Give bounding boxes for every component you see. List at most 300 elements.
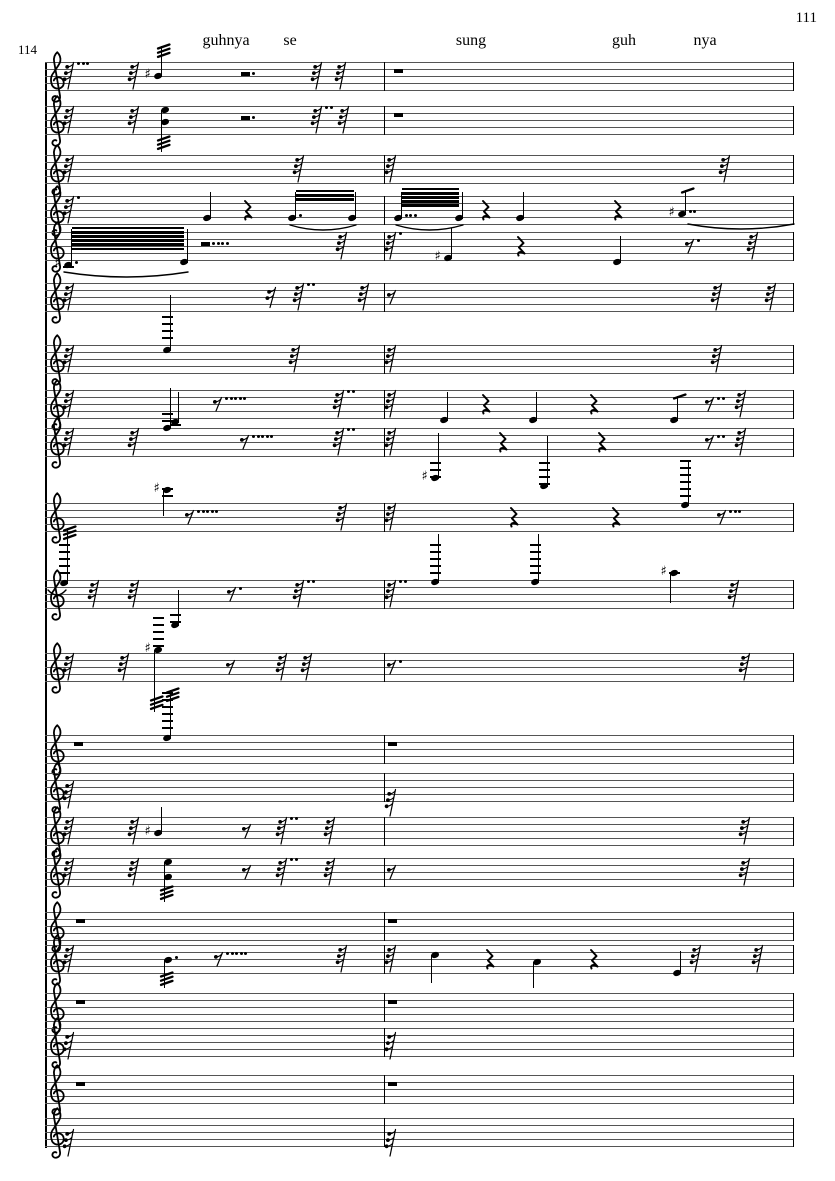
augmentation-dot — [290, 858, 293, 861]
staff-line — [45, 912, 794, 913]
note-stem — [620, 236, 621, 263]
staff-line — [45, 1132, 794, 1133]
note-flags — [149, 695, 165, 714]
tremolo-beam — [72, 248, 184, 250]
rest-quarter — [497, 432, 509, 452]
final-barline — [793, 817, 794, 846]
final-barline — [793, 653, 794, 682]
rest-32nd — [710, 344, 727, 374]
rest-32nd — [127, 857, 144, 887]
rest-32nd — [127, 427, 144, 457]
tremolo-beam — [72, 231, 184, 233]
note-stem — [688, 460, 689, 506]
note-flags — [62, 525, 78, 544]
rest-8th — [384, 864, 401, 881]
augmentation-dot — [234, 397, 237, 400]
staff-2 — [0, 106, 835, 135]
staff-line — [45, 763, 794, 764]
staff-line — [45, 169, 794, 170]
rest-half — [241, 72, 250, 76]
lyric-syllable: se — [283, 32, 297, 49]
staff-line — [45, 90, 794, 91]
staff-5 — [0, 232, 835, 271]
staff-line — [45, 845, 794, 846]
staff-line — [45, 183, 794, 184]
ledger-line — [153, 624, 164, 625]
staff-line — [45, 773, 794, 774]
staff-line — [45, 735, 794, 736]
tremolo-beam — [402, 188, 459, 190]
staff-13 — [0, 735, 835, 764]
staff-line — [45, 366, 794, 367]
rest-32nd — [734, 389, 751, 419]
staff-line — [45, 794, 794, 795]
lyric-syllable: guhnya — [202, 32, 250, 49]
final-barline — [793, 503, 794, 532]
augmentation-dot — [738, 510, 741, 513]
rest-32nd — [288, 344, 305, 374]
staff-line — [45, 449, 794, 450]
staff-line — [45, 510, 794, 511]
ledger-line — [153, 631, 164, 632]
staff-7 — [0, 345, 835, 374]
augmentation-dot — [243, 397, 246, 400]
staff-line — [45, 162, 794, 163]
rest-32nd — [310, 61, 327, 91]
augmentation-dot — [225, 397, 228, 400]
staff-line — [45, 993, 794, 994]
rest-32nd — [275, 816, 292, 846]
staff-14 — [0, 773, 835, 802]
rest-quarter — [588, 394, 600, 414]
staff-line — [45, 865, 794, 866]
note-flags — [159, 971, 175, 990]
augmentation-dot — [235, 952, 238, 955]
staff-line — [45, 756, 794, 757]
staff-19 — [0, 993, 835, 1022]
final-barline — [793, 345, 794, 374]
staff-line — [45, 517, 794, 518]
rest-32nd — [62, 105, 79, 135]
staff-line — [45, 297, 794, 298]
rest-32nd — [384, 1031, 401, 1061]
note-stem — [538, 534, 539, 583]
rest-32nd — [727, 579, 744, 609]
augmentation-dot — [240, 952, 243, 955]
augmentation-dot — [175, 956, 178, 959]
staff-22 — [0, 1118, 835, 1147]
tremolo-beam — [296, 190, 354, 192]
rest-8th — [384, 289, 401, 306]
staff-line — [45, 127, 794, 128]
augmentation-dot — [231, 952, 234, 955]
staff-line — [45, 418, 794, 419]
rest-whole — [388, 1000, 397, 1004]
rest-32nd — [87, 579, 104, 609]
rest-32nd — [384, 344, 401, 374]
final-barline — [793, 196, 794, 225]
rest-quarter — [484, 949, 496, 969]
note-flags — [165, 687, 181, 706]
lyric-syllable: sung — [455, 32, 487, 49]
rest-32nd — [384, 231, 401, 261]
rest-32nd — [62, 61, 79, 91]
final-barline — [793, 1028, 794, 1057]
augmentation-dot — [414, 214, 417, 217]
rest-quarter — [612, 200, 624, 220]
sharp-accidental: ♯ — [421, 468, 428, 484]
staff-line — [45, 283, 794, 284]
rest-32nd — [62, 1031, 79, 1061]
final-barline — [793, 283, 794, 312]
rest-whole — [394, 113, 403, 117]
rest-32nd — [62, 154, 79, 184]
staff-6 — [0, 283, 835, 312]
rest-whole — [74, 742, 83, 746]
rest-32nd — [718, 154, 735, 184]
rest-32nd — [323, 816, 340, 846]
slur — [46, 588, 68, 602]
staff-line — [45, 780, 794, 781]
measure-barline — [384, 735, 385, 764]
page-number: 111 — [795, 10, 817, 26]
note-flags — [156, 43, 172, 62]
augmentation-dot — [257, 435, 260, 438]
lyric-syllable: nya — [693, 32, 717, 49]
rest-32nd — [746, 231, 763, 261]
augmentation-dot — [295, 817, 298, 820]
staff-line — [45, 940, 794, 941]
staff-line — [45, 260, 794, 261]
rest-quarter — [242, 200, 254, 220]
slur — [62, 270, 190, 284]
staff-line — [45, 858, 794, 859]
measure-barline — [384, 1075, 385, 1104]
staff-line — [45, 1125, 794, 1126]
sharp-accidental: ♯ — [144, 66, 151, 82]
note-stem — [431, 955, 432, 983]
augmentation-dot — [299, 214, 302, 217]
lyric-syllable: guh — [612, 32, 636, 49]
augmentation-dot — [239, 587, 242, 590]
augmentation-dot — [75, 261, 78, 264]
staff-line — [45, 435, 794, 436]
note-stem — [451, 228, 452, 259]
note-stem — [447, 392, 448, 421]
rest-quarter — [515, 236, 527, 256]
note-flags — [680, 187, 696, 197]
rest-half — [201, 242, 210, 246]
staff-line — [45, 801, 794, 802]
staff-line — [45, 817, 794, 818]
rest-quarter — [588, 949, 600, 969]
staff-line — [45, 749, 794, 750]
staff-line — [45, 428, 794, 429]
staff-15 — [0, 817, 835, 846]
rest-32nd — [62, 344, 79, 374]
rest-32nd — [127, 105, 144, 135]
rest-32nd — [751, 944, 768, 974]
staff-line — [45, 838, 794, 839]
augmentation-dot — [405, 214, 408, 217]
rest-32nd — [275, 857, 292, 887]
staff-3 — [0, 155, 835, 184]
augmentation-dot — [295, 858, 298, 861]
rest-32nd — [335, 944, 352, 974]
augmentation-dot — [729, 510, 732, 513]
final-barline — [793, 993, 794, 1022]
staff-line — [45, 933, 794, 934]
staff-17 — [0, 912, 835, 941]
rest-32nd — [62, 282, 79, 312]
augmentation-dot — [221, 242, 224, 245]
staff-line — [45, 1007, 794, 1008]
staff-line — [45, 660, 794, 661]
rest-quarter — [596, 432, 608, 452]
note-flags — [672, 393, 688, 403]
augmentation-dot — [239, 397, 242, 400]
rest-whole — [76, 1082, 85, 1086]
sharp-accidental: ♯ — [660, 563, 667, 579]
staff-line — [45, 886, 794, 887]
staff-line — [45, 1118, 794, 1119]
final-barline — [793, 232, 794, 261]
augmentation-dot — [697, 239, 700, 242]
tremolo-beam — [72, 243, 184, 245]
tremolo-beam — [296, 198, 354, 200]
staff-line — [45, 411, 794, 412]
rest-whole — [76, 919, 85, 923]
rest-32nd — [710, 282, 727, 312]
staff-line — [45, 304, 794, 305]
augmentation-dot — [347, 390, 350, 393]
final-barline — [793, 945, 794, 974]
rest-32nd — [292, 154, 309, 184]
rest-half — [241, 116, 250, 120]
ledger-line — [153, 617, 164, 618]
tremolo-beam — [402, 204, 459, 206]
rest-32nd — [323, 857, 340, 887]
augmentation-dot — [347, 428, 350, 431]
rest-8th — [239, 864, 256, 881]
rest-32nd — [689, 944, 706, 974]
staff-line — [45, 1000, 794, 1001]
rest-32nd — [384, 154, 401, 184]
staff-line — [45, 1021, 794, 1022]
staff-line — [45, 580, 794, 581]
staff-line — [45, 674, 794, 675]
rest-32nd — [335, 231, 352, 261]
note-stem — [178, 590, 179, 626]
augmentation-dot — [717, 397, 720, 400]
staff-12 — [0, 640, 835, 682]
rest-32nd — [334, 61, 351, 91]
staff-line — [45, 345, 794, 346]
augmentation-dot — [230, 397, 233, 400]
rest-32nd — [738, 816, 755, 846]
staff-line — [45, 290, 794, 291]
augmentation-dot — [399, 660, 402, 663]
staff-line — [45, 113, 794, 114]
augmentation-dot — [82, 62, 85, 65]
augmentation-dot — [261, 435, 264, 438]
staff-16 — [0, 858, 835, 887]
measure-barline — [384, 993, 385, 1022]
rest-32nd — [332, 389, 349, 419]
note-stem — [161, 807, 162, 834]
rest-32nd — [384, 944, 401, 974]
staff-line — [45, 69, 794, 70]
note-flags — [159, 885, 175, 904]
rest-8th — [223, 659, 240, 676]
measure-barline — [384, 106, 385, 135]
rest-whole — [388, 919, 397, 923]
note-stem — [187, 229, 188, 263]
staff-line — [45, 176, 794, 177]
augmentation-dot — [77, 196, 80, 199]
staff-line — [45, 872, 794, 873]
tremolo-beam — [402, 200, 459, 202]
final-barline — [793, 858, 794, 887]
final-barline — [793, 390, 794, 419]
rest-whole — [76, 1000, 85, 1004]
augmentation-dot — [226, 952, 229, 955]
rest-32nd — [62, 652, 79, 682]
note-stem — [462, 192, 463, 219]
staff-line — [45, 973, 794, 974]
final-barline — [793, 773, 794, 802]
note-stem — [170, 388, 171, 429]
staff-line — [45, 155, 794, 156]
staff-line — [45, 1035, 794, 1036]
staff-line — [45, 742, 794, 743]
staff-line — [45, 404, 794, 405]
augmentation-dot — [325, 106, 328, 109]
augmentation-dot — [689, 210, 692, 213]
staff-10 — [0, 480, 835, 532]
rest-quarter — [480, 394, 492, 414]
staff-line — [45, 1049, 794, 1050]
note-stem — [438, 534, 439, 583]
augmentation-dot — [312, 580, 315, 583]
augmentation-dot — [409, 214, 412, 217]
note-stem — [547, 436, 548, 487]
rest-32nd — [117, 652, 134, 682]
augmentation-dot — [252, 72, 255, 75]
augmentation-dot — [202, 510, 205, 513]
augmentation-dot — [266, 435, 269, 438]
augmentation-dot — [212, 242, 215, 245]
rest-32nd — [332, 427, 349, 457]
staff-line — [45, 1096, 794, 1097]
rest-whole — [388, 742, 397, 746]
measure-barline — [384, 196, 385, 225]
rest-32nd — [275, 652, 292, 682]
measure-barline — [384, 817, 385, 846]
rest-32nd — [335, 502, 352, 532]
rest-quarter — [508, 507, 520, 527]
sharp-accidental: ♯ — [668, 204, 675, 220]
staff-line — [45, 83, 794, 84]
staff-line — [45, 359, 794, 360]
staff-line — [45, 62, 794, 63]
augmentation-dot — [86, 62, 89, 65]
staff-line — [45, 1146, 794, 1147]
staff-line — [45, 442, 794, 443]
augmentation-dot — [330, 106, 333, 109]
staff-line — [45, 681, 794, 682]
rest-32nd — [292, 579, 309, 609]
staff-line — [45, 1089, 794, 1090]
augmentation-dot — [352, 390, 355, 393]
staff-line — [45, 667, 794, 668]
note-stem — [438, 433, 439, 479]
rest-16th — [264, 286, 281, 309]
sharp-accidental: ♯ — [153, 480, 160, 496]
staff-line — [45, 1082, 794, 1083]
staff-line — [45, 824, 794, 825]
measure-barline — [384, 62, 385, 91]
rest-32nd — [384, 788, 401, 818]
augmentation-dot — [217, 242, 220, 245]
final-barline — [793, 1075, 794, 1104]
tremolo-beam — [402, 196, 459, 198]
staff-line — [45, 1139, 794, 1140]
tremolo-beam — [402, 192, 459, 194]
rest-32nd — [127, 61, 144, 91]
staff-line — [45, 608, 794, 609]
augmentation-dot — [252, 116, 255, 119]
ledger-line — [153, 638, 164, 639]
tremolo-beam — [72, 227, 184, 229]
staff-line — [45, 390, 794, 391]
note-stem — [523, 192, 524, 219]
note-flags — [156, 135, 172, 154]
note-stem — [210, 192, 211, 219]
staff-line — [45, 594, 794, 595]
rest-32nd — [384, 389, 401, 419]
augmentation-dot — [399, 232, 402, 235]
staff-11 — [0, 563, 835, 609]
rest-32nd — [764, 282, 781, 312]
staff-line — [45, 106, 794, 107]
staff-line — [45, 120, 794, 121]
tremolo-beam — [72, 235, 184, 237]
measure-number: 114 — [18, 42, 38, 57]
rest-quarter — [480, 200, 492, 220]
staff-line — [45, 926, 794, 927]
note-stem — [170, 295, 171, 351]
staff-4 — [0, 196, 835, 225]
staff-line — [45, 1056, 794, 1057]
staff-line — [45, 959, 794, 960]
rest-32nd — [734, 427, 751, 457]
staff-line — [45, 524, 794, 525]
staff-line — [45, 1028, 794, 1029]
augmentation-dot — [244, 952, 247, 955]
rest-32nd — [738, 857, 755, 887]
staff-line — [45, 919, 794, 920]
tremolo-beam — [296, 194, 354, 196]
staff-line — [45, 217, 794, 218]
staff-line — [45, 601, 794, 602]
note-stem — [536, 392, 537, 421]
staff-line — [45, 373, 794, 374]
staff-9 — [0, 428, 835, 484]
rest-whole — [394, 69, 403, 73]
staff-line — [45, 1014, 794, 1015]
rest-32nd — [384, 502, 401, 532]
